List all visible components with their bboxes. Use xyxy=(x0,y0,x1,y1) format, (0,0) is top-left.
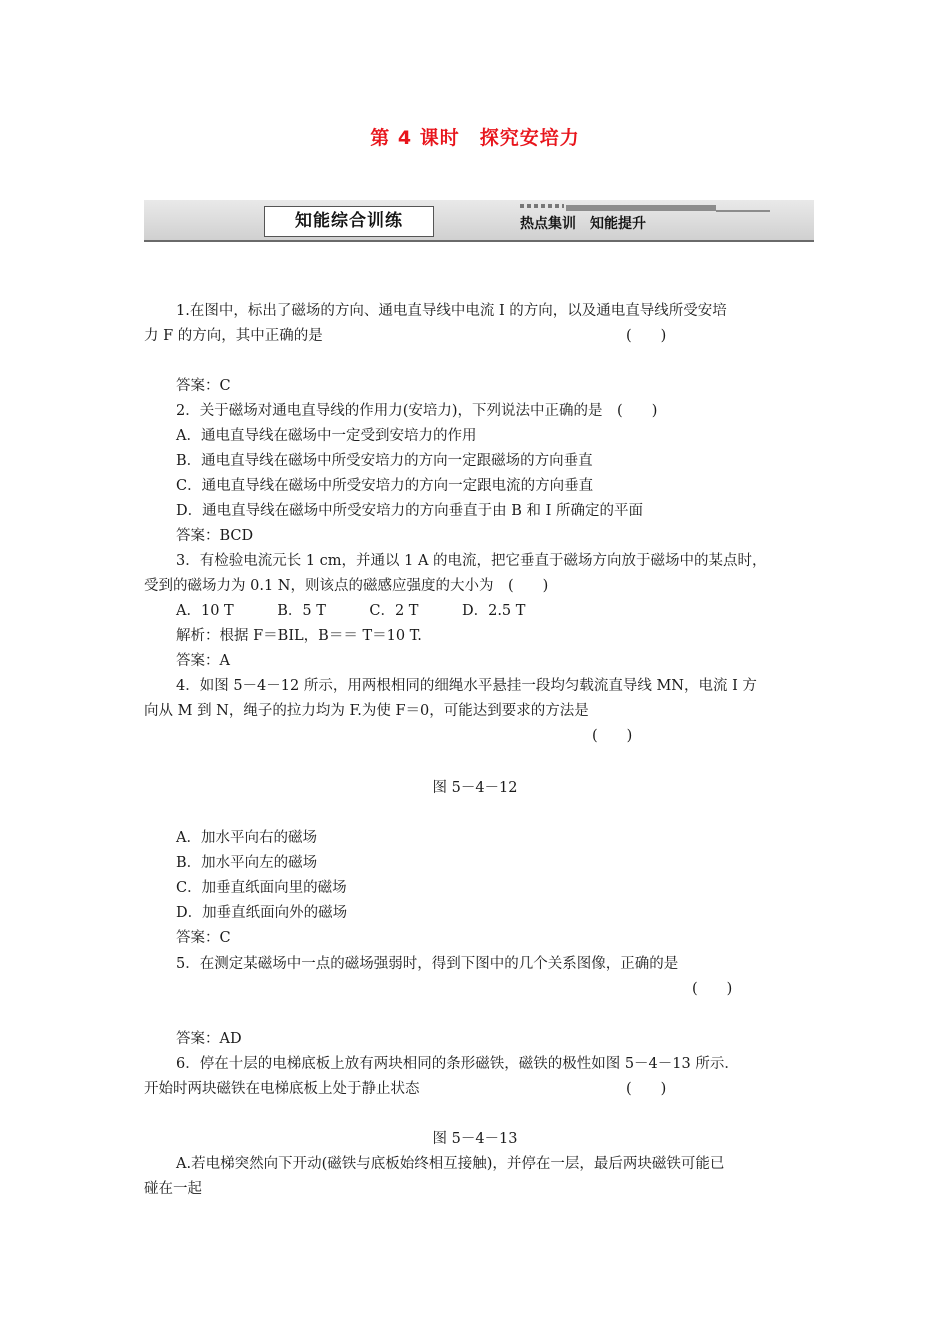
banner-stripe-decoration xyxy=(566,205,716,211)
q4-option-a: A．加水平向右的磁场 xyxy=(176,830,317,846)
q1-answer: 答案：C xyxy=(176,378,231,394)
q3-stem-line2: 受到的磁场力为 0.1 N，则该点的磁感应强度的大小为 ( ) xyxy=(144,578,549,594)
q3-answer: 答案：A xyxy=(176,653,230,669)
q4-answer-blank: ( ) xyxy=(592,728,633,744)
q2-stem: 2．关于磁场对通电直导线的作用力(安培力)，下列说法中正确的是 ( ) xyxy=(176,403,658,419)
q6-option-a-line1: A.若电梯突然向下开动(磁铁与底板始终相互接触)，并停在一层，最后两块磁铁可能已 xyxy=(176,1156,725,1172)
q2-option-b: B．通电直导线在磁场中所受安培力的方向一定跟磁场的方向垂直 xyxy=(176,453,593,469)
q5-stem: 5．在测定某磁场中一点的磁场强弱时，得到下图中的几个关系图像，正确的是 xyxy=(176,956,679,972)
q4-stem-line2: 向从 M 到 N，绳子的拉力均为 F.为使 F＝0，可能达到要求的方法是 xyxy=(144,703,589,719)
banner-stripe-decoration-2 xyxy=(716,210,770,212)
q6-option-a-line2: 碰在一起 xyxy=(144,1181,202,1197)
q6-stem-line1: 6．停在十层的电梯底板上放有两块相同的条形磁铁，磁铁的极性如图 5－4－13 所示． xyxy=(176,1056,739,1072)
q4-figure-caption: 图 5－4－12 xyxy=(432,780,518,796)
q3-stem-line1: 3．有检验电流元长 1 cm，并通以 1 A 的电流，把它垂直于磁场方向放于磁场中的某点时， xyxy=(176,553,767,569)
q4-option-c: C．加垂直纸面向里的磁场 xyxy=(176,880,347,896)
q1-stem-line1: 1.在图中，标出了磁场的方向、通电直导线中电流 I 的方向，以及通电直导线所受安培 xyxy=(176,303,727,319)
q1-stem-line2: 力 F 的方向，其中正确的是 xyxy=(144,328,323,344)
q2-option-c: C．通电直导线在磁场中所受安培力的方向一定跟电流的方向垂直 xyxy=(176,478,594,494)
q2-answer: 答案：BCD xyxy=(176,528,254,544)
q6-answer-blank: ( ) xyxy=(626,1081,667,1097)
q4-stem-line1: 4．如图 5－4－12 所示，用两根相同的细绳水平悬挂一段均匀载流直导线 MN，电流 I 方 xyxy=(176,678,757,694)
q6-stem-line2: 开始时两块磁铁在电梯底板上处于静止状态 xyxy=(144,1081,420,1097)
banner-left-label: 知能综合训练 xyxy=(264,206,434,237)
q4-option-d: D．加垂直纸面向外的磁场 xyxy=(176,905,348,921)
banner-dots-decoration xyxy=(520,204,564,208)
q3-options: A．10 T B．5 T C．2 T D．2.5 T xyxy=(176,603,526,619)
q5-answer: 答案：AD xyxy=(176,1031,242,1047)
q2-option-a: A．通电直导线在磁场中一定受到安培力的作用 xyxy=(176,428,477,444)
q6-figure-caption: 图 5－4－13 xyxy=(432,1131,518,1147)
banner-right-label: 热点集训 知能提升 xyxy=(520,216,646,232)
q4-answer: 答案：C xyxy=(176,930,231,946)
q2-option-d: D．通电直导线在磁场中所受安培力的方向垂直于由 B 和 I 所确定的平面 xyxy=(176,503,643,519)
q4-option-b: B．加水平向左的磁场 xyxy=(176,855,318,871)
banner-underline xyxy=(144,240,814,242)
q3-analysis: 解析：根据 F＝BIL，B＝＝ T＝10 T. xyxy=(176,628,422,644)
q1-answer-blank: ( ) xyxy=(626,328,667,344)
page-title: 第 4 课时 探究安培力 xyxy=(370,127,580,149)
q5-answer-blank: ( ) xyxy=(692,981,733,997)
